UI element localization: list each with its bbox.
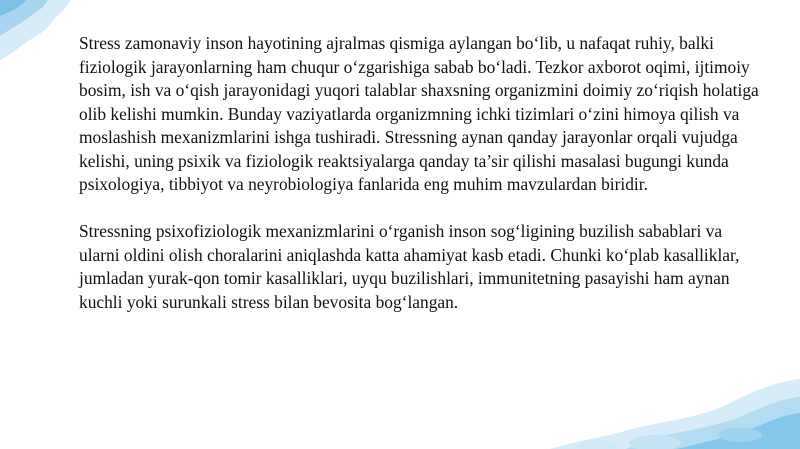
text-content xyxy=(79,32,759,314)
watercolor-decoration-top-left xyxy=(0,0,90,70)
paragraph-1: Stress zamonaviy inson hayotining ajralmas qismiga aylangan bo‘lib, u nafaqat ruhiy, balki fiziologik jarayonlarning ham chuqur o‘zgarishiga sabab bo‘ladi. Tezkor axborot oqimi, ijtimoiy bosim, ish va o‘qish jarayonidagi yuqori talablar shaxsning organizmini doimiy zo‘riqish holatiga olib kelishi mumkin. Bunday vaziyatlarda organizmning ichki tizimlari o‘zini himoya qilish va moslashish mexanizmlarini ishga tushiradi. Stressning aynan qanday jarayonlar orqali vujudga kelishi, uning psixik va fiziologik reaktsiyalarga qanday ta’sir qilishi masalasi bugungi kunda psixologiya, tibbiyot va neyrobiologiya fanlarida eng muhim mavzulardan biridir. xyxy=(79,33,759,194)
paragraph-2: Stressning psixofiziologik mexanizmlarini o‘rganish inson sog‘ligining buzilish sabablari va ularni oldini olish choralarini aniqlashda katta ahamiyat kasb etadi. Chunki ko‘plab kasalliklar, jumladan yurak-qon tomir kasalliklari, uyqu buzilishlari, immunitetning pasayishi ham aynan kuchli yoki surunkali stress bilan bevosita bog‘langan. xyxy=(79,221,740,312)
watercolor-decoration-bottom-right xyxy=(440,369,800,449)
